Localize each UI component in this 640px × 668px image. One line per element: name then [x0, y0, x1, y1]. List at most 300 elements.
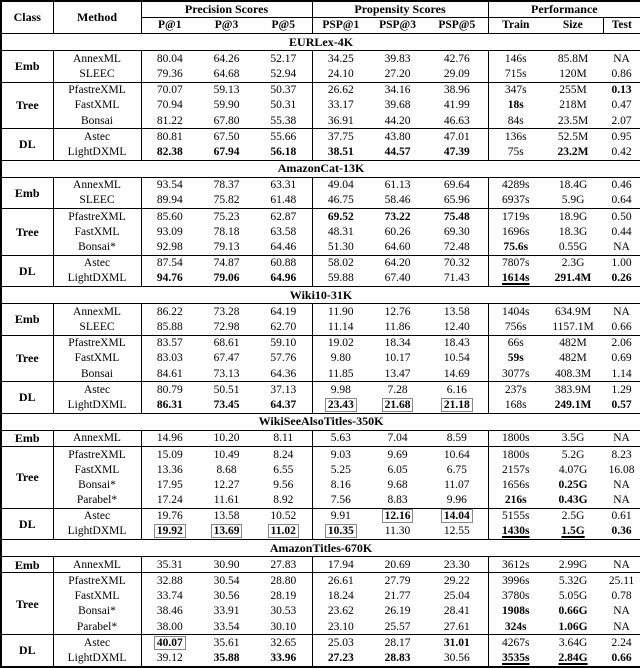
- metric-value: 408.3M: [554, 367, 592, 380]
- metric-value: 0.42: [611, 145, 632, 158]
- metric-value: 80.79: [141, 382, 198, 398]
- class-label: Tree: [1, 209, 53, 256]
- method-name: Astec: [53, 129, 141, 145]
- metric-value: 146s: [488, 51, 543, 67]
- class-label: Emb: [1, 51, 53, 82]
- method-name: Astec: [53, 255, 141, 271]
- bold-best-value: 75.6s: [503, 241, 529, 254]
- class-label: Tree: [1, 335, 53, 382]
- metric-value: [543, 604, 603, 619]
- metric-value: NA: [603, 304, 640, 320]
- metric-value: [488, 619, 543, 635]
- metric-value: 73.13: [213, 367, 240, 380]
- method-name: PfastreXML: [53, 82, 141, 98]
- table-row: [1, 508, 640, 524]
- table-row: [1, 589, 640, 604]
- metric-value: NA: [613, 241, 630, 254]
- metric-value: NA: [613, 494, 630, 507]
- metric-value: 0.86: [611, 67, 632, 80]
- table-row: [1, 177, 640, 193]
- metric-value: 84s: [507, 114, 524, 127]
- metric-value: 30.56: [213, 590, 240, 603]
- metric-value: 23.10: [327, 620, 354, 633]
- metric-value: 48.31: [327, 225, 354, 238]
- metric-value: 18.34: [369, 335, 426, 351]
- table-row: [1, 619, 640, 635]
- metric-value: 39.83: [369, 51, 426, 67]
- metric-value: 60.26: [384, 225, 411, 238]
- table-row: [1, 604, 640, 619]
- metric-value: [543, 650, 603, 667]
- metric-value: 29.22: [426, 573, 488, 589]
- metric-value: 9.69: [369, 446, 426, 462]
- metric-value: 10.49: [198, 446, 255, 462]
- metric-value: 41.99: [426, 98, 488, 113]
- metric-value: 85.8M: [543, 51, 603, 67]
- metric-value: 29.09: [426, 66, 488, 82]
- metric-value: 20.69: [369, 557, 426, 573]
- metric-value: 11.14: [328, 320, 354, 333]
- metric-value: 10.52: [255, 508, 312, 524]
- metric-value: 35.31: [141, 557, 198, 573]
- table-row: [1, 351, 640, 366]
- metric-value: 18.4G: [543, 177, 603, 193]
- class-label: DL: [1, 382, 53, 413]
- metric-value: 64.60: [384, 241, 411, 254]
- metric-value: [198, 650, 255, 667]
- metric-value: 38.00: [156, 620, 183, 633]
- metric-value: 67.47: [213, 352, 240, 365]
- metric-value: 52.17: [255, 51, 312, 67]
- metric-value: 8.24: [255, 446, 312, 462]
- bold-best-value: 216s: [504, 494, 527, 507]
- col-header-size: Size: [543, 18, 603, 34]
- metric-value: 73.28: [198, 304, 255, 320]
- metric-value: 3.64G: [543, 635, 603, 651]
- bold-best-value: 0.66G: [558, 605, 588, 618]
- metric-value: 1.14: [611, 367, 632, 380]
- metric-value: 383.9M: [543, 382, 603, 398]
- metric-value: 25.03: [312, 635, 369, 651]
- bold-best-value: 18s: [507, 99, 524, 112]
- method-name: AnnexML: [53, 430, 141, 446]
- metric-value: 28.80: [255, 573, 312, 589]
- metric-value: 120M: [559, 67, 587, 80]
- metric-value: 5.63: [312, 430, 369, 446]
- method-name: FastXML: [53, 462, 141, 477]
- metric-value: [198, 397, 255, 413]
- bold-best-value: 67.94: [213, 145, 240, 158]
- metric-value: NA: [613, 478, 630, 491]
- metric-value: 69.30: [426, 224, 488, 239]
- metric-value: 30.56: [426, 650, 488, 667]
- table-row: [1, 224, 640, 239]
- table-row: [1, 209, 640, 225]
- metric-value: 634.9M: [543, 304, 603, 320]
- metric-value: 3996s: [488, 573, 543, 589]
- metric-value: 12.76: [369, 304, 426, 320]
- table-row: [1, 430, 640, 446]
- metric-value: [198, 271, 255, 287]
- metric-value: 2.06: [603, 335, 640, 351]
- boxed-best-value: 21.68: [382, 398, 414, 412]
- metric-value: 0.46: [603, 177, 640, 193]
- method-name: Bonsai*: [53, 604, 141, 619]
- metric-value: [312, 524, 369, 540]
- dataset-section-title: WikiSeeAlsoTitles-350K: [1, 413, 640, 430]
- metric-value: 25.57: [384, 620, 411, 633]
- method-name: PfastreXML: [53, 335, 141, 351]
- method-name: AnnexML: [53, 177, 141, 193]
- metric-value: 28.41: [426, 604, 488, 619]
- metric-value: 8.92: [255, 493, 312, 509]
- metric-value: 50.31: [255, 98, 312, 113]
- col-group-performance: Performance: [488, 1, 640, 18]
- metric-value: 64.20: [369, 255, 426, 271]
- method-name: Bonsai*: [53, 477, 141, 492]
- method-name: LightDXML: [53, 524, 141, 540]
- metric-value: 87.54: [141, 255, 198, 271]
- metric-value: 70.32: [426, 255, 488, 271]
- col-header-method: Method: [53, 1, 141, 34]
- metric-value: 67.80: [213, 114, 240, 127]
- table-row: [1, 129, 640, 145]
- metric-value: 78.37: [198, 177, 255, 193]
- underlined-best-value: 1.5G: [561, 525, 585, 538]
- metric-value: 2.99G: [543, 557, 603, 573]
- metric-value: 37.13: [255, 382, 312, 398]
- metric-value: 58.02: [312, 255, 369, 271]
- bold-best-value: 0.57: [611, 398, 632, 411]
- method-name: FastXML: [53, 224, 141, 239]
- bold-best-value: 82.38: [156, 145, 183, 158]
- metric-value: 8.16: [330, 478, 351, 491]
- metric-value: 33.17: [327, 99, 354, 112]
- metric-value: [603, 397, 640, 413]
- metric-value: 3077s: [502, 367, 530, 380]
- metric-value: 18.24: [327, 590, 354, 603]
- bold-best-value: 79.06: [213, 272, 240, 285]
- metric-value: 50.51: [198, 382, 255, 398]
- table-row: [1, 271, 640, 287]
- bold-best-value: 291.4M: [554, 272, 592, 285]
- metric-value: 168s: [504, 398, 527, 411]
- dataset-section-title: EURLex-4K: [1, 34, 640, 51]
- metric-value: 0.55G: [558, 241, 588, 254]
- metric-value: [543, 144, 603, 160]
- metric-value: 38.46: [156, 605, 183, 618]
- metric-value: 9.68: [387, 478, 408, 491]
- metric-value: [426, 635, 488, 651]
- table-row: [1, 66, 640, 82]
- metric-value: 72.48: [426, 239, 488, 255]
- dataset-section-title: Wiki10-31K: [1, 287, 640, 304]
- method-name: LightDXML: [53, 144, 141, 160]
- metric-value: [488, 271, 543, 287]
- metric-value: 79.13: [213, 241, 240, 254]
- bold-best-value: 44.57: [384, 145, 411, 158]
- col-group-propensity-scores: Propensity Scores: [312, 1, 488, 18]
- metric-value: 27.79: [369, 573, 426, 589]
- metric-value: 0.78: [611, 590, 632, 603]
- bold-best-value: 47.39: [443, 145, 470, 158]
- metric-value: 55.66: [255, 129, 312, 145]
- boxed-best-value: 21.18: [441, 398, 473, 412]
- metric-value: 25.11: [603, 573, 640, 589]
- bold-best-value: 0.26: [611, 272, 632, 285]
- col-header-psp3: PSP@3: [369, 18, 426, 34]
- metric-value: 30.10: [255, 619, 312, 635]
- method-name: Parabel*: [53, 619, 141, 635]
- metric-value: [488, 98, 543, 113]
- metric-value: 7.28: [369, 382, 426, 398]
- metric-value: 8.59: [426, 430, 488, 446]
- metric-value: NA: [603, 430, 640, 446]
- method-name: Bonsai*: [53, 239, 141, 255]
- method-name: SLEEC: [53, 66, 141, 82]
- bold-best-value: 94.76: [156, 272, 183, 285]
- metric-value: 6.05: [387, 463, 408, 476]
- metric-value: 1404s: [488, 304, 543, 320]
- metric-value: 11.86: [384, 320, 411, 333]
- bold-best-value: 1.06G: [558, 620, 588, 633]
- metric-value: NA: [603, 51, 640, 67]
- metric-value: 30.53: [255, 604, 312, 619]
- dataset-band: [1, 540, 640, 557]
- metric-value: 4289s: [488, 177, 543, 193]
- metric-value: [488, 524, 543, 540]
- metric-value: 10.54: [426, 351, 488, 366]
- metric-value: [198, 144, 255, 160]
- metric-value: 12.40: [426, 319, 488, 335]
- metric-value: 11.85: [328, 367, 354, 380]
- bold-best-value: 69.52: [327, 210, 354, 223]
- bold-best-value: 73.45: [213, 398, 240, 411]
- bold-best-value: 28.83: [384, 652, 411, 665]
- metric-value: 0.47: [611, 99, 632, 112]
- table-row: [1, 462, 640, 477]
- bold-best-value: 0.13: [611, 84, 632, 97]
- metric-value: NA: [613, 605, 630, 618]
- boxed-best-value: 12.16: [382, 509, 414, 523]
- metric-value: 1157.1M: [552, 320, 594, 333]
- metric-value: 13.58: [426, 304, 488, 320]
- metric-value: 52.5M: [543, 129, 603, 145]
- metric-value: 93.09: [156, 225, 183, 238]
- metric-value: 30.90: [198, 557, 255, 573]
- metric-value: 7.04: [369, 430, 426, 446]
- metric-value: 11.07: [426, 477, 488, 492]
- method-name: Astec: [53, 635, 141, 651]
- metric-value: 5.9G: [561, 194, 585, 207]
- method-name: Bonsai: [53, 113, 141, 129]
- underlined-best-value: 1430s: [502, 525, 530, 538]
- metric-value: 1.29: [603, 382, 640, 398]
- metric-value: 80.04: [141, 51, 198, 67]
- metric-value: 89.94: [156, 194, 183, 207]
- table-row: [1, 335, 640, 351]
- dataset-band: [1, 34, 640, 51]
- bold-best-value: 59s: [507, 352, 524, 365]
- bold-best-value: 27.23: [327, 652, 354, 665]
- table-row: [1, 557, 640, 573]
- metric-value: [198, 524, 255, 540]
- metric-value: 1800s: [488, 446, 543, 462]
- metric-value: 21.77: [384, 590, 411, 603]
- metric-value: 6.75: [426, 462, 488, 477]
- table-row: [1, 397, 640, 413]
- metric-value: [369, 144, 426, 160]
- table-row: [1, 255, 640, 271]
- metric-value: 64.26: [198, 51, 255, 67]
- metric-value: 78.18: [213, 225, 240, 238]
- metric-value: 5155s: [488, 508, 543, 524]
- metric-value: 10.64: [426, 446, 488, 462]
- metric-value: 0.44: [611, 225, 632, 238]
- bold-best-value: 64.96: [270, 272, 297, 285]
- bold-best-value: 35.88: [213, 652, 240, 665]
- metric-value: 64.68: [213, 67, 240, 80]
- metric-value: [426, 144, 488, 160]
- bold-best-value: 73.22: [384, 210, 411, 223]
- table-row: [1, 635, 640, 651]
- metric-value: 3.5G: [543, 430, 603, 446]
- boxed-best-value: 11.02: [268, 524, 299, 538]
- metric-value: 8.23: [603, 446, 640, 462]
- metric-value: [543, 477, 603, 492]
- metric-value: 4267s: [488, 635, 543, 651]
- metric-value: 75s: [507, 145, 524, 158]
- metric-value: 18.43: [426, 335, 488, 351]
- underlined-best-value: 1614s: [502, 272, 530, 285]
- metric-value: 28.17: [369, 635, 426, 651]
- class-label: Emb: [1, 557, 53, 573]
- bold-best-value: 31.01: [443, 636, 470, 649]
- bold-best-value: 0.43G: [558, 494, 588, 507]
- metric-value: [141, 271, 198, 287]
- metric-value: 6.55: [255, 462, 312, 477]
- underlined-best-value: 2.84G: [558, 652, 588, 665]
- metric-value: 17.24: [156, 494, 183, 507]
- metric-value: [426, 508, 488, 524]
- metric-value: 1719s: [488, 209, 543, 225]
- metric-value: 70.07: [141, 82, 198, 98]
- method-name: Bonsai: [53, 366, 141, 382]
- metric-value: 13.36: [156, 463, 183, 476]
- metric-value: 4.07G: [558, 463, 588, 476]
- metric-value: 3780s: [502, 590, 530, 603]
- metric-value: 70.94: [156, 99, 183, 112]
- metric-value: 61.48: [255, 193, 312, 209]
- bold-best-value: 86.31: [156, 398, 183, 411]
- class-label: Tree: [1, 446, 53, 508]
- col-header-test: Test: [603, 18, 640, 34]
- metric-value: [255, 144, 312, 160]
- metric-value: 74.87: [198, 255, 255, 271]
- method-name: Astec: [53, 382, 141, 398]
- method-name: AnnexML: [53, 51, 141, 67]
- metric-value: [369, 508, 426, 524]
- metric-value: [369, 397, 426, 413]
- metric-value: [255, 397, 312, 413]
- metric-value: 2.24: [603, 635, 640, 651]
- metric-value: 33.74: [156, 590, 183, 603]
- method-name: FastXML: [53, 98, 141, 113]
- bold-best-value: 75.48: [443, 210, 470, 223]
- col-header-psp1: PSP@1: [312, 18, 369, 34]
- metric-value: 72.98: [213, 320, 240, 333]
- boxed-best-value: 10.35: [325, 524, 357, 538]
- dataset-section-title: AmazonCat-13K: [1, 160, 640, 177]
- metric-value: 9.91: [312, 508, 369, 524]
- metric-value: 71.43: [426, 271, 488, 287]
- bold-best-value: 38.51: [327, 145, 354, 158]
- metric-value: [603, 271, 640, 287]
- metric-value: [312, 650, 369, 667]
- metric-value: 27.83: [255, 557, 312, 573]
- metric-value: 9.96: [426, 493, 488, 509]
- metric-value: 86.22: [141, 304, 198, 320]
- metric-value: 16.08: [608, 463, 635, 476]
- metric-value: 80.81: [141, 129, 198, 145]
- metric-value: 5.25: [330, 463, 351, 476]
- metric-value: [369, 209, 426, 225]
- metric-value: [369, 650, 426, 667]
- metric-value: 6.16: [426, 382, 488, 398]
- underlined-best-value: 3535s: [502, 652, 530, 665]
- metric-value: [488, 239, 543, 255]
- method-name: AnnexML: [53, 304, 141, 320]
- metric-value: 39.12: [156, 652, 183, 665]
- metric-value: 1656s: [502, 478, 530, 491]
- class-label: Emb: [1, 177, 53, 208]
- metric-value: 38.96: [426, 82, 488, 98]
- metric-value: 65.96: [426, 193, 488, 209]
- table-row: [1, 113, 640, 129]
- table-row: [1, 98, 640, 113]
- metric-value: [488, 650, 543, 667]
- method-name: PfastreXML: [53, 573, 141, 589]
- metric-value: 8.83: [387, 494, 408, 507]
- metric-value: 0.64: [611, 194, 632, 207]
- col-header-p1: P@1: [141, 18, 198, 34]
- metric-value: 81.22: [156, 114, 183, 127]
- metric-value: 32.65: [255, 635, 312, 651]
- boxed-best-value: 19.92: [154, 524, 186, 538]
- col-header-class: Class: [1, 1, 53, 34]
- metric-value: 68.61: [198, 335, 255, 351]
- class-label: DL: [1, 255, 53, 286]
- bold-best-value: 0.66: [611, 652, 632, 665]
- method-name: LightDXML: [53, 271, 141, 287]
- metric-value: [488, 604, 543, 619]
- metric-value: 28.19: [255, 589, 312, 604]
- metric-value: 2.5G: [543, 508, 603, 524]
- metric-value: [488, 351, 543, 366]
- metric-value: 75.23: [198, 209, 255, 225]
- metric-value: 66s: [488, 335, 543, 351]
- method-name: LightDXML: [53, 650, 141, 667]
- metric-value: 50.37: [255, 82, 312, 98]
- metric-value: 33.91: [213, 605, 240, 618]
- metric-value: 15.09: [141, 446, 198, 462]
- metric-value: 34.16: [369, 82, 426, 98]
- metric-value: 12.27: [213, 478, 240, 491]
- metric-value: 2157s: [502, 463, 530, 476]
- metric-value: 14.96: [141, 430, 198, 446]
- metric-value: 64.19: [255, 304, 312, 320]
- metric-value: 9.03: [312, 446, 369, 462]
